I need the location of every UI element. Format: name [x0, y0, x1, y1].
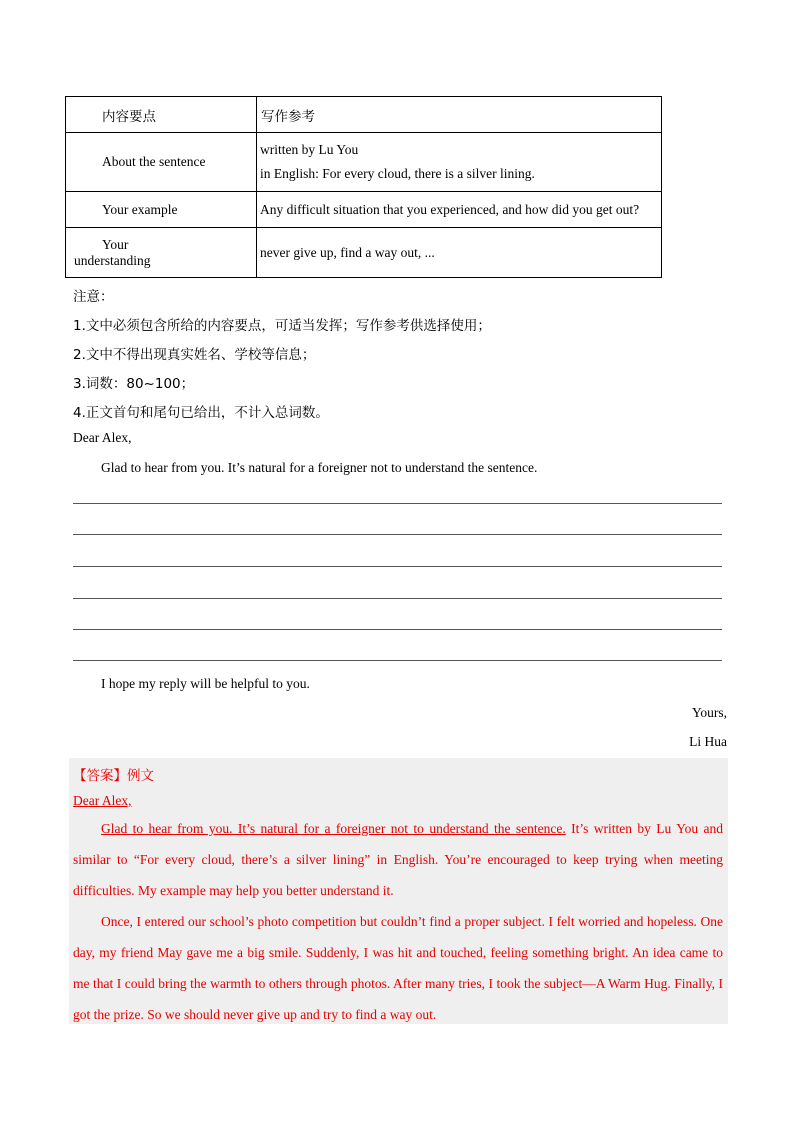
answer-paragraph-1-text: It’s written by Lu You and similar to “For every cloud, there’s a silver lining” in English. You’re encouraged to keep trying when meeting difficulties. My example may help you better understand it.: [73, 821, 723, 898]
table-cell-point: Your understanding: [74, 236, 151, 268]
table-cell-point: About the sentence: [102, 154, 206, 169]
letter-closing: Yours,: [691, 705, 727, 720]
writing-points-table: [65, 96, 662, 278]
table-header-reference: 写作参考: [257, 97, 662, 133]
writing-line[interactable]: [73, 660, 722, 661]
notes-title: 注意：: [73, 289, 114, 305]
answer-paragraph-1: [73, 813, 723, 906]
table-row: [66, 192, 662, 228]
table-cell-reference: in English: For every cloud, there is a silver lining.: [260, 166, 535, 181]
letter-signature: Li Hua: [689, 734, 727, 749]
writing-line[interactable]: [73, 534, 722, 535]
writing-line[interactable]: [73, 503, 722, 504]
answer-first-sentence: Glad to hear from you. It’s natural for a foreigner not to understand the sentence.: [101, 821, 566, 836]
table-row: [66, 228, 662, 278]
writing-line[interactable]: [73, 598, 722, 599]
letter-first-sentence: Glad to hear from you. It’s natural for a foreigner not to understand the sentence.: [101, 460, 538, 475]
table-row: [66, 133, 662, 192]
table-cell-reference: never give up, find a way out, ...: [260, 244, 435, 260]
writing-line[interactable]: [73, 629, 722, 630]
answer-salutation: Dear Alex,: [73, 793, 132, 808]
note-item: 1.文中必须包含所给的内容要点，可适当发挥；写作参考供选择使用；: [73, 318, 491, 334]
note-item: 4.正文首句和尾句已给出，不计入总词数。: [73, 405, 329, 421]
table-cell-reference: Any difficult situation that you experienced, and how did you get out?: [260, 201, 640, 217]
letter-salutation: Dear Alex,: [73, 430, 132, 445]
table-cell-point: Your example: [102, 201, 178, 217]
writing-line[interactable]: [73, 566, 722, 567]
table-header-row: [66, 97, 662, 133]
table-cell-reference: written by Lu You: [260, 142, 359, 157]
table-header-points: 内容要点: [66, 97, 257, 133]
note-item: 3.词数：80~100；: [73, 376, 195, 392]
note-item: 2.文中不得出现真实姓名、学校等信息；: [73, 347, 316, 363]
answer-label: 【答案】例文: [73, 768, 154, 784]
answer-paragraph-2: Once, I entered our school’s photo competition but couldn’t find a proper subject. I felt worried and hopeless. One day, my friend May gave me a big smile. Suddenly, I was hit and touched, feeling something bright. An idea came to me that I could bring the warmth to others through photos. After many tries, I took the subject—A Warm Hug. Finally, I got the prize. So we should never give up and try to find a way out.: [73, 914, 723, 1022]
letter-last-sentence: I hope my reply will be helpful to you.: [101, 676, 310, 691]
